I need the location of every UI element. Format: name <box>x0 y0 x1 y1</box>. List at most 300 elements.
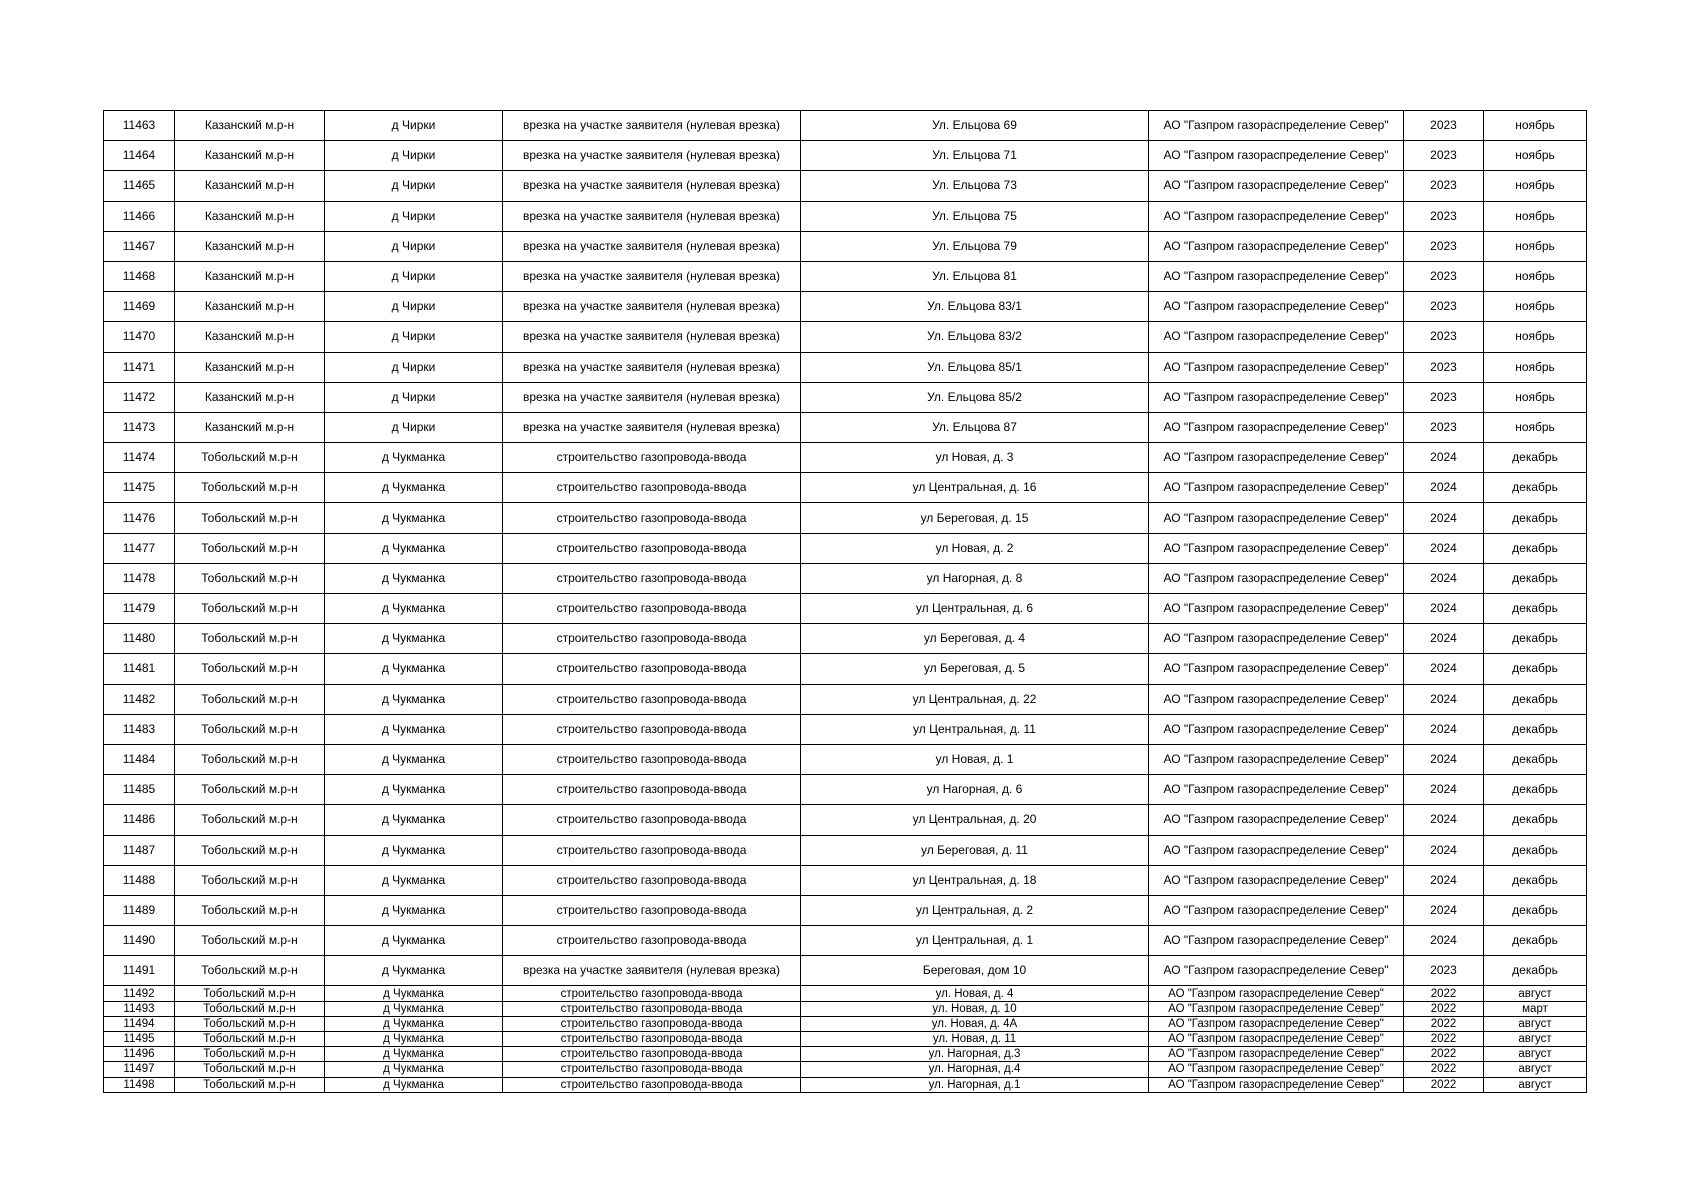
cell-address: ул Центральная, д. 2 <box>801 895 1149 925</box>
cell-address: Ул. Ельцова 69 <box>801 111 1149 141</box>
cell-village: д Чирки <box>325 171 503 201</box>
cell-month: декабрь <box>1484 563 1587 593</box>
cell-month: декабрь <box>1484 865 1587 895</box>
cell-year: 2024 <box>1404 594 1484 624</box>
table-row <box>104 1077 1587 1092</box>
cell-district: Тобольский м.р-н <box>175 684 325 714</box>
cell-month: ноябрь <box>1484 412 1587 442</box>
cell-id: 11493 <box>104 1001 175 1016</box>
cell-work-type: строительство газопровода-ввода <box>503 775 801 805</box>
cell-organization: АО "Газпром газораспределение Север" <box>1149 201 1404 231</box>
table-row <box>104 111 1587 141</box>
cell-village: д Чукманка <box>325 926 503 956</box>
table-row <box>104 956 1587 986</box>
table-row <box>104 261 1587 291</box>
cell-district: Казанский м.р-н <box>175 231 325 261</box>
cell-month: декабрь <box>1484 684 1587 714</box>
cell-district: Казанский м.р-н <box>175 111 325 141</box>
cell-organization: АО "Газпром газораспределение Север" <box>1149 926 1404 956</box>
cell-year: 2023 <box>1404 231 1484 261</box>
cell-organization: АО "Газпром газораспределение Север" <box>1149 1016 1404 1031</box>
cell-address: ул. Нагорная, д.3 <box>801 1047 1149 1062</box>
table-row <box>104 201 1587 231</box>
cell-id: 11482 <box>104 684 175 714</box>
cell-district: Казанский м.р-н <box>175 201 325 231</box>
cell-year: 2022 <box>1404 1047 1484 1062</box>
cell-id: 11469 <box>104 292 175 322</box>
cell-month: ноябрь <box>1484 352 1587 382</box>
cell-id: 11477 <box>104 533 175 563</box>
cell-id: 11480 <box>104 624 175 654</box>
cell-year: 2024 <box>1404 835 1484 865</box>
cell-year: 2024 <box>1404 805 1484 835</box>
cell-month: декабрь <box>1484 956 1587 986</box>
cell-district: Тобольский м.р-н <box>175 1016 325 1031</box>
table-row <box>104 412 1587 442</box>
cell-id: 11479 <box>104 594 175 624</box>
cell-year: 2024 <box>1404 684 1484 714</box>
cell-village: д Чукманка <box>325 1032 503 1047</box>
cell-district: Казанский м.р-н <box>175 352 325 382</box>
cell-village: д Чукманка <box>325 895 503 925</box>
cell-organization: АО "Газпром газораспределение Север" <box>1149 503 1404 533</box>
cell-organization: АО "Газпром газораспределение Север" <box>1149 805 1404 835</box>
cell-work-type: строительство газопровода-ввода <box>503 714 801 744</box>
cell-month: ноябрь <box>1484 231 1587 261</box>
cell-work-type: врезка на участке заявителя (нулевая врезка) <box>503 171 801 201</box>
cell-organization: АО "Газпром газораспределение Север" <box>1149 684 1404 714</box>
cell-work-type: строительство газопровода-ввода <box>503 473 801 503</box>
cell-work-type: строительство газопровода-ввода <box>503 1016 801 1031</box>
cell-year: 2024 <box>1404 533 1484 563</box>
cell-village: д Чирки <box>325 352 503 382</box>
cell-village: д Чукманка <box>325 624 503 654</box>
cell-organization: АО "Газпром газораспределение Север" <box>1149 744 1404 774</box>
cell-id: 11487 <box>104 835 175 865</box>
cell-village: д Чукманка <box>325 1047 503 1062</box>
cell-organization: АО "Газпром газораспределение Север" <box>1149 895 1404 925</box>
cell-id: 11483 <box>104 714 175 744</box>
cell-district: Казанский м.р-н <box>175 171 325 201</box>
cell-work-type: врезка на участке заявителя (нулевая врезка) <box>503 956 801 986</box>
cell-id: 11470 <box>104 322 175 352</box>
cell-month: декабрь <box>1484 443 1587 473</box>
cell-work-type: врезка на участке заявителя (нулевая врезка) <box>503 382 801 412</box>
data-table <box>103 110 1587 1093</box>
cell-work-type: врезка на участке заявителя (нулевая врезка) <box>503 322 801 352</box>
cell-village: д Чукманка <box>325 865 503 895</box>
cell-id: 11467 <box>104 231 175 261</box>
cell-id: 11495 <box>104 1032 175 1047</box>
cell-address: ул Центральная, д. 11 <box>801 714 1149 744</box>
cell-district: Казанский м.р-н <box>175 141 325 171</box>
cell-year: 2022 <box>1404 1001 1484 1016</box>
cell-village: д Чукманка <box>325 986 503 1001</box>
table-row <box>104 382 1587 412</box>
cell-month: март <box>1484 1001 1587 1016</box>
cell-month: декабрь <box>1484 805 1587 835</box>
cell-address: Ул. Ельцова 83/2 <box>801 322 1149 352</box>
cell-organization: АО "Газпром газораспределение Север" <box>1149 382 1404 412</box>
cell-id: 11484 <box>104 744 175 774</box>
cell-district: Казанский м.р-н <box>175 322 325 352</box>
cell-organization: АО "Газпром газораспределение Север" <box>1149 1047 1404 1062</box>
cell-organization: АО "Газпром газораспределение Север" <box>1149 443 1404 473</box>
cell-village: д Чирки <box>325 322 503 352</box>
cell-work-type: строительство газопровода-ввода <box>503 1062 801 1077</box>
cell-organization: АО "Газпром газораспределение Север" <box>1149 865 1404 895</box>
cell-address: ул Центральная, д. 18 <box>801 865 1149 895</box>
cell-year: 2024 <box>1404 865 1484 895</box>
cell-organization: АО "Газпром газораспределение Север" <box>1149 352 1404 382</box>
cell-organization: АО "Газпром газораспределение Север" <box>1149 1001 1404 1016</box>
cell-id: 11498 <box>104 1077 175 1092</box>
cell-year: 2024 <box>1404 926 1484 956</box>
cell-id: 11481 <box>104 654 175 684</box>
table-row <box>104 986 1587 1001</box>
cell-id: 11485 <box>104 775 175 805</box>
cell-year: 2023 <box>1404 201 1484 231</box>
cell-village: д Чукманка <box>325 654 503 684</box>
cell-address: ул Новая, д. 2 <box>801 533 1149 563</box>
cell-district: Тобольский м.р-н <box>175 865 325 895</box>
cell-organization: АО "Газпром газораспределение Север" <box>1149 986 1404 1001</box>
cell-address: ул. Нагорная, д.4 <box>801 1062 1149 1077</box>
cell-organization: АО "Газпром газораспределение Север" <box>1149 533 1404 563</box>
cell-organization: АО "Газпром газораспределение Север" <box>1149 111 1404 141</box>
cell-address: ул. Новая, д. 4А <box>801 1016 1149 1031</box>
cell-work-type: строительство газопровода-ввода <box>503 895 801 925</box>
cell-district: Тобольский м.р-н <box>175 986 325 1001</box>
table-row <box>104 744 1587 774</box>
cell-organization: АО "Газпром газораспределение Север" <box>1149 292 1404 322</box>
cell-year: 2022 <box>1404 1062 1484 1077</box>
cell-year: 2024 <box>1404 714 1484 744</box>
cell-month: декабрь <box>1484 594 1587 624</box>
cell-month: август <box>1484 1047 1587 1062</box>
cell-village: д Чирки <box>325 412 503 442</box>
cell-work-type: строительство газопровода-ввода <box>503 1077 801 1092</box>
cell-district: Тобольский м.р-н <box>175 714 325 744</box>
cell-district: Тобольский м.р-н <box>175 654 325 684</box>
cell-work-type: строительство газопровода-ввода <box>503 835 801 865</box>
cell-work-type: строительство газопровода-ввода <box>503 926 801 956</box>
cell-year: 2024 <box>1404 503 1484 533</box>
cell-month: ноябрь <box>1484 322 1587 352</box>
cell-month: ноябрь <box>1484 261 1587 291</box>
cell-village: д Чукманка <box>325 1062 503 1077</box>
cell-id: 11472 <box>104 382 175 412</box>
cell-village: д Чирки <box>325 261 503 291</box>
table-row <box>104 594 1587 624</box>
table-row <box>104 684 1587 714</box>
table-body <box>104 111 1587 1093</box>
cell-village: д Чирки <box>325 231 503 261</box>
cell-work-type: строительство газопровода-ввода <box>503 865 801 895</box>
cell-year: 2024 <box>1404 775 1484 805</box>
cell-id: 11486 <box>104 805 175 835</box>
table-row <box>104 563 1587 593</box>
cell-organization: АО "Газпром газораспределение Север" <box>1149 956 1404 986</box>
cell-village: д Чукманка <box>325 503 503 533</box>
cell-month: ноябрь <box>1484 111 1587 141</box>
cell-organization: АО "Газпром газораспределение Север" <box>1149 1062 1404 1077</box>
cell-id: 11497 <box>104 1062 175 1077</box>
cell-address: Ул. Ельцова 81 <box>801 261 1149 291</box>
cell-id: 11478 <box>104 563 175 593</box>
cell-district: Тобольский м.р-н <box>175 895 325 925</box>
table-row <box>104 1032 1587 1047</box>
cell-address: Ул. Ельцова 85/1 <box>801 352 1149 382</box>
cell-address: ул Береговая, д. 15 <box>801 503 1149 533</box>
cell-district: Тобольский м.р-н <box>175 503 325 533</box>
cell-work-type: строительство газопровода-ввода <box>503 1047 801 1062</box>
table-row <box>104 1001 1587 1016</box>
cell-year: 2023 <box>1404 956 1484 986</box>
cell-village: д Чукманка <box>325 805 503 835</box>
cell-address: ул. Нагорная, д.1 <box>801 1077 1149 1092</box>
cell-address: ул Береговая, д. 5 <box>801 654 1149 684</box>
cell-year: 2022 <box>1404 1032 1484 1047</box>
cell-organization: АО "Газпром газораспределение Север" <box>1149 1077 1404 1092</box>
table-row <box>104 805 1587 835</box>
cell-address: Ул. Ельцова 71 <box>801 141 1149 171</box>
cell-id: 11471 <box>104 352 175 382</box>
cell-district: Тобольский м.р-н <box>175 1077 325 1092</box>
cell-id: 11476 <box>104 503 175 533</box>
table-row <box>104 835 1587 865</box>
cell-month: декабрь <box>1484 926 1587 956</box>
cell-address: ул Береговая, д. 4 <box>801 624 1149 654</box>
cell-id: 11496 <box>104 1047 175 1062</box>
cell-id: 11473 <box>104 412 175 442</box>
table-row <box>104 141 1587 171</box>
cell-work-type: врезка на участке заявителя (нулевая врезка) <box>503 201 801 231</box>
cell-id: 11474 <box>104 443 175 473</box>
cell-year: 2024 <box>1404 744 1484 774</box>
cell-id: 11492 <box>104 986 175 1001</box>
cell-month: декабрь <box>1484 714 1587 744</box>
cell-village: д Чукманка <box>325 684 503 714</box>
cell-organization: АО "Газпром газораспределение Север" <box>1149 714 1404 744</box>
cell-village: д Чукманка <box>325 594 503 624</box>
cell-organization: АО "Газпром газораспределение Север" <box>1149 775 1404 805</box>
cell-address: ул Центральная, д. 1 <box>801 926 1149 956</box>
cell-district: Тобольский м.р-н <box>175 563 325 593</box>
cell-month: декабрь <box>1484 503 1587 533</box>
cell-district: Казанский м.р-н <box>175 292 325 322</box>
cell-address: ул Центральная, д. 6 <box>801 594 1149 624</box>
cell-organization: АО "Газпром газораспределение Север" <box>1149 231 1404 261</box>
cell-district: Тобольский м.р-н <box>175 443 325 473</box>
cell-work-type: строительство газопровода-ввода <box>503 1032 801 1047</box>
cell-year: 2024 <box>1404 473 1484 503</box>
table-row <box>104 503 1587 533</box>
cell-work-type: строительство газопровода-ввода <box>503 563 801 593</box>
cell-year: 2023 <box>1404 292 1484 322</box>
table-row <box>104 533 1587 563</box>
table-row <box>104 1016 1587 1031</box>
cell-month: ноябрь <box>1484 292 1587 322</box>
cell-district: Казанский м.р-н <box>175 382 325 412</box>
cell-id: 11489 <box>104 895 175 925</box>
cell-month: ноябрь <box>1484 201 1587 231</box>
cell-work-type: строительство газопровода-ввода <box>503 533 801 563</box>
cell-address: ул Нагорная, д. 8 <box>801 563 1149 593</box>
table-row <box>104 1062 1587 1077</box>
table-row <box>104 231 1587 261</box>
table-row <box>104 352 1587 382</box>
cell-month: декабрь <box>1484 775 1587 805</box>
cell-address: ул Новая, д. 3 <box>801 443 1149 473</box>
cell-work-type: строительство газопровода-ввода <box>503 1001 801 1016</box>
cell-village: д Чукманка <box>325 473 503 503</box>
cell-id: 11490 <box>104 926 175 956</box>
cell-year: 2023 <box>1404 412 1484 442</box>
cell-id: 11466 <box>104 201 175 231</box>
table-row <box>104 926 1587 956</box>
cell-work-type: врезка на участке заявителя (нулевая врезка) <box>503 231 801 261</box>
cell-year: 2024 <box>1404 624 1484 654</box>
table-row <box>104 473 1587 503</box>
cell-village: д Чукманка <box>325 714 503 744</box>
cell-work-type: строительство газопровода-ввода <box>503 624 801 654</box>
cell-address: ул Новая, д. 1 <box>801 744 1149 774</box>
cell-year: 2024 <box>1404 443 1484 473</box>
cell-organization: АО "Газпром газораспределение Север" <box>1149 654 1404 684</box>
cell-address: ул. Новая, д. 4 <box>801 986 1149 1001</box>
table-row <box>104 171 1587 201</box>
cell-id: 11468 <box>104 261 175 291</box>
cell-village: д Чукманка <box>325 956 503 986</box>
cell-district: Тобольский м.р-н <box>175 1047 325 1062</box>
cell-month: декабрь <box>1484 624 1587 654</box>
table-row <box>104 895 1587 925</box>
cell-district: Тобольский м.р-н <box>175 956 325 986</box>
cell-work-type: врезка на участке заявителя (нулевая врезка) <box>503 111 801 141</box>
cell-organization: АО "Газпром газораспределение Север" <box>1149 624 1404 654</box>
table-row <box>104 775 1587 805</box>
cell-village: д Чукманка <box>325 1016 503 1031</box>
cell-village: д Чукманка <box>325 744 503 774</box>
cell-address: ул Береговая, д. 11 <box>801 835 1149 865</box>
cell-district: Тобольский м.р-н <box>175 744 325 774</box>
cell-organization: АО "Газпром газораспределение Север" <box>1149 1032 1404 1047</box>
cell-month: декабрь <box>1484 744 1587 774</box>
cell-address: Ул. Ельцова 83/1 <box>801 292 1149 322</box>
cell-district: Тобольский м.р-н <box>175 775 325 805</box>
cell-organization: АО "Газпром газораспределение Север" <box>1149 563 1404 593</box>
cell-organization: АО "Газпром газораспределение Север" <box>1149 594 1404 624</box>
table-row <box>104 1047 1587 1062</box>
cell-organization: АО "Газпром газораспределение Север" <box>1149 322 1404 352</box>
cell-month: декабрь <box>1484 835 1587 865</box>
cell-address: Ул. Ельцова 79 <box>801 231 1149 261</box>
table-row <box>104 443 1587 473</box>
cell-month: август <box>1484 1062 1587 1077</box>
cell-id: 11464 <box>104 141 175 171</box>
cell-district: Казанский м.р-н <box>175 412 325 442</box>
table-row <box>104 292 1587 322</box>
cell-organization: АО "Газпром газораспределение Север" <box>1149 473 1404 503</box>
cell-village: д Чукманка <box>325 835 503 865</box>
cell-district: Тобольский м.р-н <box>175 594 325 624</box>
cell-village: д Чукманка <box>325 1077 503 1092</box>
cell-work-type: строительство газопровода-ввода <box>503 805 801 835</box>
cell-village: д Чукманка <box>325 563 503 593</box>
cell-work-type: строительство газопровода-ввода <box>503 986 801 1001</box>
cell-organization: АО "Газпром газораспределение Север" <box>1149 261 1404 291</box>
cell-work-type: врезка на участке заявителя (нулевая врезка) <box>503 261 801 291</box>
cell-address: ул Нагорная, д. 6 <box>801 775 1149 805</box>
cell-year: 2023 <box>1404 261 1484 291</box>
cell-district: Тобольский м.р-н <box>175 835 325 865</box>
cell-address: Ул. Ельцова 75 <box>801 201 1149 231</box>
cell-month: август <box>1484 1077 1587 1092</box>
cell-month: декабрь <box>1484 473 1587 503</box>
cell-organization: АО "Газпром газораспределение Север" <box>1149 171 1404 201</box>
cell-village: д Чукманка <box>325 443 503 473</box>
cell-village: д Чирки <box>325 111 503 141</box>
cell-id: 11491 <box>104 956 175 986</box>
cell-work-type: строительство газопровода-ввода <box>503 594 801 624</box>
cell-year: 2023 <box>1404 111 1484 141</box>
cell-work-type: врезка на участке заявителя (нулевая врезка) <box>503 412 801 442</box>
cell-district: Казанский м.р-н <box>175 261 325 291</box>
cell-address: Ул. Ельцова 87 <box>801 412 1149 442</box>
cell-work-type: строительство газопровода-ввода <box>503 744 801 774</box>
cell-year: 2023 <box>1404 352 1484 382</box>
cell-district: Тобольский м.р-н <box>175 533 325 563</box>
cell-month: август <box>1484 986 1587 1001</box>
cell-year: 2022 <box>1404 1077 1484 1092</box>
cell-address: ул. Новая, д. 11 <box>801 1032 1149 1047</box>
cell-work-type: врезка на участке заявителя (нулевая врезка) <box>503 292 801 322</box>
cell-address: Ул. Ельцова 85/2 <box>801 382 1149 412</box>
cell-month: ноябрь <box>1484 141 1587 171</box>
cell-village: д Чукманка <box>325 775 503 805</box>
cell-year: 2022 <box>1404 1016 1484 1031</box>
cell-year: 2023 <box>1404 171 1484 201</box>
cell-month: ноябрь <box>1484 382 1587 412</box>
cell-village: д Чирки <box>325 201 503 231</box>
cell-year: 2022 <box>1404 986 1484 1001</box>
cell-address: ул Центральная, д. 22 <box>801 684 1149 714</box>
cell-district: Тобольский м.р-н <box>175 473 325 503</box>
cell-work-type: врезка на участке заявителя (нулевая врезка) <box>503 352 801 382</box>
cell-id: 11488 <box>104 865 175 895</box>
cell-month: ноябрь <box>1484 171 1587 201</box>
cell-village: д Чукманка <box>325 1001 503 1016</box>
cell-work-type: строительство газопровода-ввода <box>503 443 801 473</box>
cell-month: август <box>1484 1032 1587 1047</box>
table-row <box>104 654 1587 684</box>
cell-district: Тобольский м.р-н <box>175 624 325 654</box>
cell-organization: АО "Газпром газораспределение Север" <box>1149 835 1404 865</box>
cell-village: д Чирки <box>325 292 503 322</box>
table-row <box>104 322 1587 352</box>
cell-year: 2024 <box>1404 895 1484 925</box>
cell-id: 11463 <box>104 111 175 141</box>
cell-id: 11494 <box>104 1016 175 1031</box>
cell-work-type: строительство газопровода-ввода <box>503 684 801 714</box>
cell-address: Береговая, дом 10 <box>801 956 1149 986</box>
cell-month: декабрь <box>1484 533 1587 563</box>
cell-month: декабрь <box>1484 895 1587 925</box>
cell-work-type: строительство газопровода-ввода <box>503 503 801 533</box>
cell-month: август <box>1484 1016 1587 1031</box>
cell-organization: АО "Газпром газораспределение Север" <box>1149 141 1404 171</box>
